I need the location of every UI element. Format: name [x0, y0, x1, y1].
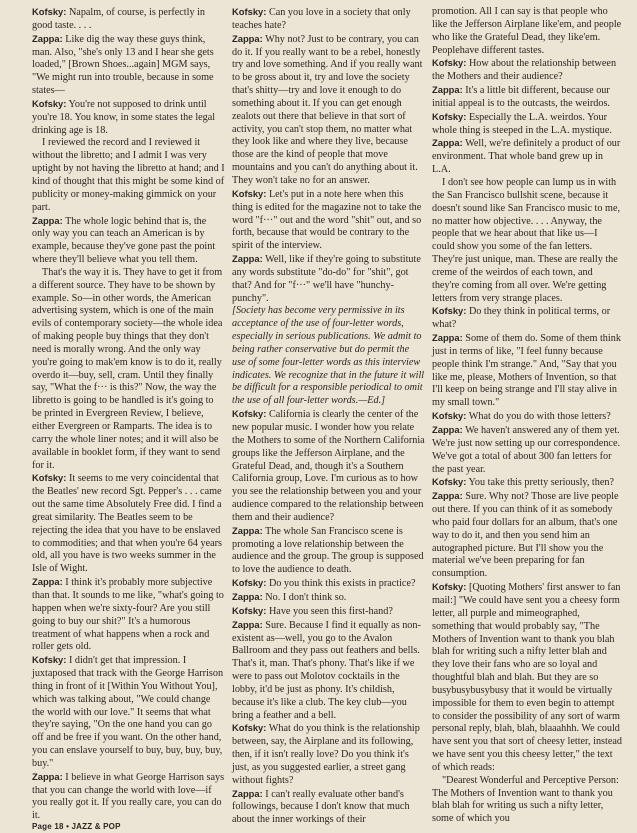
- paragraph: [232, 305, 425, 408]
- paragraph: [232, 525, 425, 577]
- speaker-label: Kofsky:: [32, 6, 67, 17]
- paragraph: [432, 57, 622, 84]
- paragraph: [432, 775, 622, 826]
- speaker-label: Zappa:: [232, 253, 263, 265]
- paragraph: [432, 137, 622, 177]
- paragraph: [32, 215, 225, 267]
- speaker-label: Zappa:: [232, 618, 263, 630]
- paragraph: [232, 253, 425, 305]
- paragraph: [32, 6, 225, 33]
- paragraph-text: Napalm, of course, is perfectly in good taste. . . .: [32, 7, 206, 31]
- paragraph: [232, 619, 425, 723]
- paragraph: [232, 722, 425, 787]
- speaker-label: Zappa:: [32, 214, 63, 226]
- paragraph-text: [Quoting Mothers' first answer to fan mail:] "We could have sent you a cheesy form letter, all purple and mimeographed, something that would probably say, "The Mothers of Invention want to thank you blah blah for writing such a nifty letter blah and they love their fans who are so loyal and thoughtful blah and blah. But they are so busybusybusybusy that it would be virtually impossible for them to even begin to attempt to consider the possibility of any sort of warm personal reply, blah, blah, blaaahhh. We could have sent you that sort of cheesy letter, instead we have sent you this cheesy letter," the text of which reads:: [432, 582, 622, 773]
- paragraph: [32, 576, 225, 654]
- speaker-label: Zappa:: [232, 787, 263, 799]
- paragraph: [432, 424, 622, 476]
- paragraph-text: Can you love in a society that only teaches hate?: [232, 7, 411, 31]
- speaker-label: Zappa:: [232, 590, 263, 602]
- paragraph-text: The whole logic behind that is, the only way you can teach an American is by example, because they've gone past the point where they'll believe what you tell them.: [32, 215, 216, 266]
- paragraph-text: Do they think in political terms, or what?: [432, 306, 611, 331]
- paragraph-text: Well, we're definitely a product of our environment. That whole band grew up in L.A.: [432, 138, 621, 176]
- paragraph-text: Especially the L.A. weirdos. Your whole thing is steeped in the L.A. mystique.: [432, 111, 612, 136]
- paragraph-text: I believe in what George Harrison says that you can change the world with love—if you really got it. If you really care, you can do it.: [32, 771, 225, 822]
- paragraph: [32, 472, 225, 576]
- speaker-label: Kofsky:: [432, 110, 467, 122]
- speaker-label: Kofsky:: [232, 6, 267, 17]
- paragraph: [432, 490, 622, 581]
- paragraph-text: [Society has become very permissive in its acceptance of the use of four-letter words, especially in serious publications. We admit to being rather conservative but do permit the use of some four-letter words as this interview indicates. We recognize that in the future it will be difficult for a responsible periodical to omit the use of all four-letter words.—Ed.]: [232, 305, 425, 407]
- paragraph: [432, 6, 622, 57]
- paragraph: [32, 771, 225, 823]
- speaker-label: Kofsky:: [232, 722, 267, 734]
- paragraph: [432, 177, 622, 305]
- speaker-label: Kofsky:: [432, 57, 467, 69]
- speaker-label: Kofsky:: [232, 604, 267, 616]
- text-column-1: [32, 6, 225, 823]
- paragraph: [232, 788, 425, 828]
- text-column-2: [232, 6, 425, 827]
- speaker-label: Zappa:: [432, 84, 463, 96]
- paragraph-text: You're not supposed to drink until you're 18. You know, in some states the legal drinking age is 18.: [32, 98, 216, 136]
- paragraph-text: That's the way it is. They have to get it from a different source. They have to be shown by example. So—in other words, the American advertising system, which is one of the main evils of contemporary society—the whole idea of making people buy things that they don't need is morally wrong. And the only way you're going to mak'em know is to do it, really overdo it—buy, sell, cram. Until they finally say, "What the f··· is this?" Now, the way the libretto is going to be handled is it's going to be printed in Evergreen Review, I believe, either Evergreen or Ramparts. The idea is to carry the whole liner notes; and it will also be available in booklet form, if they want to send for it.: [32, 266, 223, 471]
- paragraph-text: I think it's probably more subjective than that. It sounds to me like, "what's going to happen when we're sixty-four? Are you still going to buy our shit?" It's a humorous treatment of what happens when a rock and roller gets old.: [32, 577, 224, 653]
- speaker-label: Kofsky:: [432, 305, 467, 317]
- paragraph: [232, 577, 425, 591]
- paragraph-text: Let's put in a note here when this thing is edited for the magazine not to take the word "f···" out and the word "shit" out, and so forth, because that would be contrary to the spirit of the interview.: [232, 188, 422, 252]
- speaker-label: Kofsky:: [32, 97, 67, 109]
- speaker-label: Kofsky:: [32, 654, 67, 666]
- paragraph: [432, 305, 622, 332]
- paragraph: [232, 591, 425, 605]
- speaker-label: Zappa:: [32, 32, 63, 44]
- paragraph: [32, 267, 225, 473]
- paragraph: [232, 6, 425, 33]
- paragraph: [32, 33, 225, 98]
- paragraph: [432, 84, 622, 111]
- paragraph-text: "Dearest Wonderful and Perceptive Person: The Mothers of Invention want to thank you blah blah for writing us such a nifty letter, some of which you: [432, 774, 619, 825]
- page-folio: Page 18 • JAZZ & POP: [32, 822, 121, 831]
- paragraph: [232, 408, 425, 525]
- paragraph-text: How about the relationship between the Mothers and their audience?: [432, 58, 617, 83]
- paragraph-text: Do you think this exists in practice?: [266, 578, 416, 590]
- speaker-label: Kofsky:: [232, 187, 267, 199]
- paragraph-text: Sure. Because I find it equally as non-existent as—well, you go to the Avalon Ballroom and they pass out feathers and bells. That's it, man. That's phony. That's like if we were to pass out Molotov cocktails in the lobby, it'd be just as phony. It's childish, because it's like a club. The key club—you bring a feather and a bell.: [232, 619, 421, 721]
- paragraph: [432, 581, 622, 775]
- speaker-label: Kofsky:: [232, 577, 267, 589]
- paragraph-text: California is clearly the center of the new popular music. I wonder how you relate the Mothers to some of the Northern California groups like the Jefferson Airplane, and the Grateful Dead, and, though it's a Southern California group, Love. I'm curious as to how you see the relationship between you and your audience compared to the relationship between them and their audience?: [232, 409, 425, 523]
- text-column-3: [432, 6, 622, 826]
- paragraph-text: The whole San Francisco scene is promoting a love relationship between the audience and the group. The group is supposed to love the audience to death.: [232, 525, 424, 576]
- paragraph: [432, 111, 622, 138]
- speaker-label: Zappa:: [432, 332, 463, 344]
- paragraph-text: We haven't answered any of them yet. We're just now setting up our correspondence. We've got a total of about 300 fan letters for the past year.: [432, 425, 621, 475]
- paragraph-text: promotion. All I can say is that people who like the Jefferson Airplane like'em, and people who like the Grateful Dead, they like'em. Peoplehave different tastes.: [432, 6, 622, 56]
- paragraph-text: It's a little bit different, because our initial appeal is to the outcasts, the weirdos.: [432, 85, 610, 109]
- speaker-label: Kofsky:: [432, 581, 467, 593]
- paragraph: [32, 137, 225, 214]
- paragraph-text: You take this pretty seriously, then?: [466, 477, 614, 489]
- speaker-label: Kofsky:: [432, 410, 467, 422]
- paragraph: [32, 98, 225, 138]
- paragraph-text: I reviewed the record and I reviewed it without the libretto; and I admit I was very uptight by not having the libretto at hand; and I kind of thought that this might be some kind of publicity or money-making gimmick on your part.: [32, 137, 225, 213]
- paragraph-text: What do you do with those letters?: [466, 411, 611, 423]
- paragraph-text: Sure. Why not? Those are live people out there. If you can think of it as somebody who paid four dollars for an album, that's one way to do it, and then you send him an autographed picture. But I'll show you the material we've been preparing for fan consumption.: [432, 491, 619, 580]
- paragraph-text: I can't really evaluate other band's followings, because I don't know that much about the inner workings of their: [232, 788, 410, 826]
- paragraph-text: I don't see how people can lump us in with the San Francisco bullshit scene, because it doesn't sound like San Francisco music to me, no matter how objective. . . . Anyway, the people that we hear about that like us—I could show you some of the fan letters. They're just unique, man. These are really the creme of the weirdos of each town, and they're coming from all over. We're getting letters from very strange places.: [432, 176, 621, 304]
- paragraph-text: What do you think is the relationship between, say, the Airplane and its following, then, if it isn't really love? Do you think it's just, as you suggested earlier, a street gang without fights?: [232, 723, 420, 786]
- paragraph-text: Why not? Just to be contrary, you can do it. If you really want to be a rebel, honestly try and love something. And if you really want to be gross about it, try and love the society that's shitty—try and love it enough to do something about it. If you can get enough zealots out there that believe in that sort of activity, you can't stop them, no matter what they look like and where they live, because those are the kind of people that move mountains and you can't do anything about it. They won't take no for an answer.: [232, 33, 423, 186]
- speaker-label: Zappa:: [232, 32, 263, 44]
- paragraph-text: Have you seen this first-hand?: [266, 605, 393, 617]
- paragraph: [232, 188, 425, 253]
- speaker-label: Kofsky:: [32, 472, 67, 484]
- paragraph: [232, 605, 425, 619]
- paragraph: [232, 33, 425, 188]
- paragraph-text: I didn't get that impression. I juxtaposed that track with the George Harrison thing in front of it [Within You Without You], which was talking about, "We could change the world with our love." It seems that what they're saying, "On the one hand you can go off and be free if you want. On the other hand, you can enslave yourself to buy, buy, buy, buy, buy.": [32, 655, 224, 769]
- paragraph: [432, 410, 622, 424]
- speaker-label: Zappa:: [432, 137, 463, 149]
- speaker-label: Zappa:: [32, 576, 63, 588]
- speaker-label: Zappa:: [32, 770, 63, 782]
- paragraph: [432, 332, 622, 410]
- paragraph-text: Some of them do. Some of them think just in terms of like, "I feel funny because people think I'm strange." And, "Say that you like me, please, Mothers of Invention, so that I'll keep on being strange and I'll stay alive in my small town.": [432, 333, 621, 409]
- paragraph-text: It seems to me very coincidental that the Beatles' new record Sgt. Pepper's . . . came out the same time Absolutely Free did. I find a great similarity. The Beatles seem to be rejecting the idea that you have to be enslaved to commodities; and that when you're 64 years old, all you have is two weeks summer in the Isle of Wight.: [32, 473, 222, 575]
- paragraph-text: No. I don't think so.: [262, 591, 347, 603]
- speaker-label: Zappa:: [232, 524, 263, 536]
- speaker-label: Zappa:: [432, 490, 463, 502]
- speaker-label: Zappa:: [432, 424, 463, 435]
- paragraph: [432, 476, 622, 490]
- paragraph-text: Like dig the way these guys think, man. Also, "she's only 13 and I hear she gets loaded," [Brown Shoes...again] MGM says, "We might run into trouble, because in some states—: [32, 33, 214, 97]
- paragraph-text: Well, like if they're going to substitute any words substitute "do-do" for "shit", got that? And for "f···" we'll have "hunchy-punchy".: [232, 254, 421, 304]
- speaker-label: Kofsky:: [432, 476, 467, 488]
- speaker-label: Kofsky:: [232, 408, 267, 420]
- paragraph: [32, 654, 225, 771]
